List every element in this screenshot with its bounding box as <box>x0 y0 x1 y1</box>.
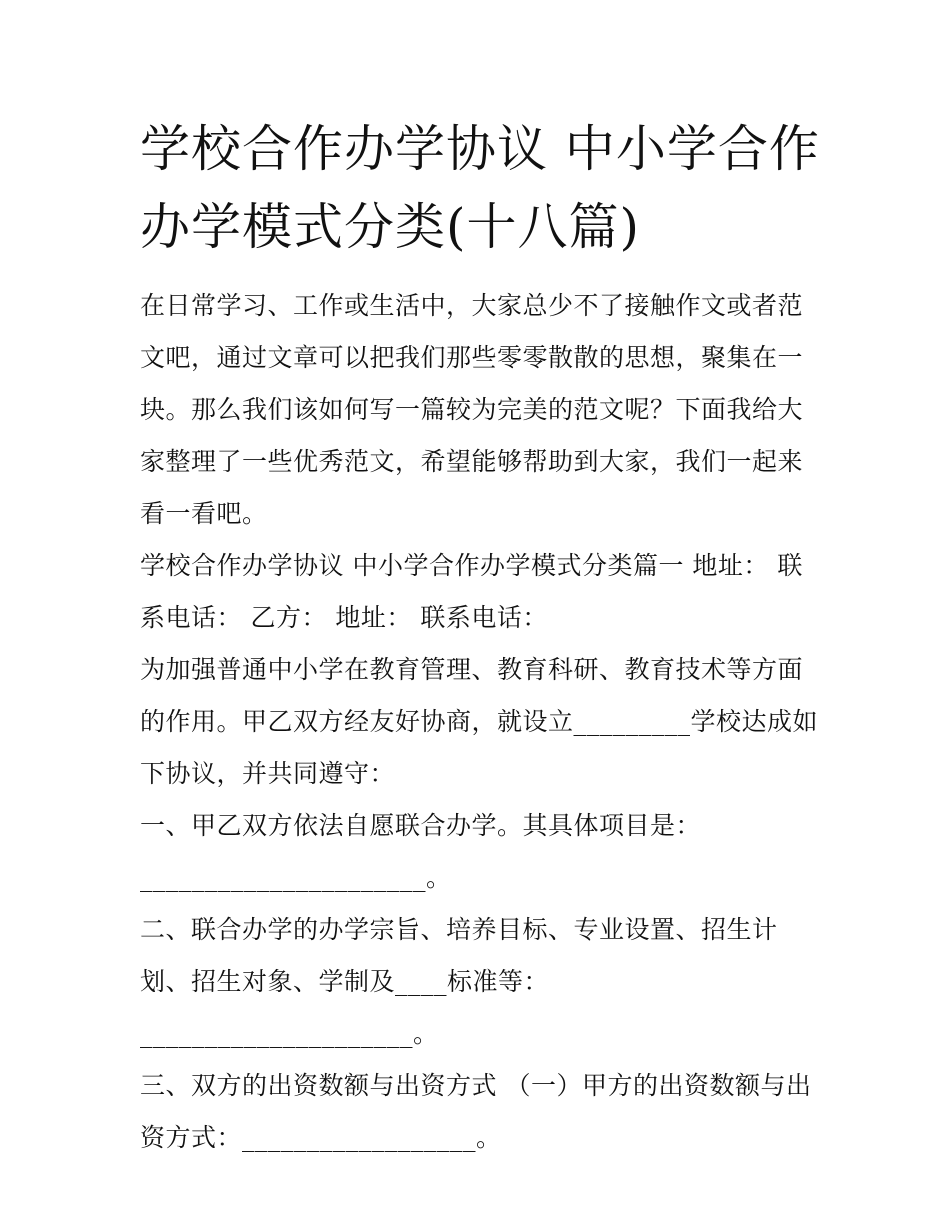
paragraph-clause-three: 三、双方的出资数额与出资方式 （一）甲方的出资数额与出资方式：__________________。 <box>140 1071 812 1152</box>
paragraph-section-one-header: 学校合作办学协议 中小学合作办学模式分类篇一 地址： 联系电话： 乙方： 地址： 联系电话： <box>140 551 803 632</box>
paragraph-clause-two: 二、联合办学的办学宗旨、培养目标、专业设置、招生计划、招生对象、学制及____标准等：_____________________。 <box>140 915 778 1048</box>
document-title: 学校合作办学协议 中小学合作办学模式分类(十八篇) <box>140 120 820 256</box>
paragraph-intro: 在日常学习、工作或生活中，大家总少不了接触作文或者范文吧，通过文章可以把我们那些零零散散的思想，聚集在一块。那么我们该如何写一篇较为完美的范文呢？下面我给大家整理了一些优秀范文，希望能够帮助到大家，我们一起来看一看吧。 <box>140 291 804 528</box>
paragraph-clause-one: 一、甲乙双方依法自愿联合办学。其具体项目是：______________________。 <box>140 811 702 892</box>
document-page <box>140 110 820 1164</box>
document-body <box>140 280 820 1164</box>
paragraph-purpose: 为加强普通中小学在教育管理、教育科研、教育技术等方面的作用。甲乙双方经友好协商，就设立_________学校达成如下协议，并共同遵守： <box>140 655 819 788</box>
